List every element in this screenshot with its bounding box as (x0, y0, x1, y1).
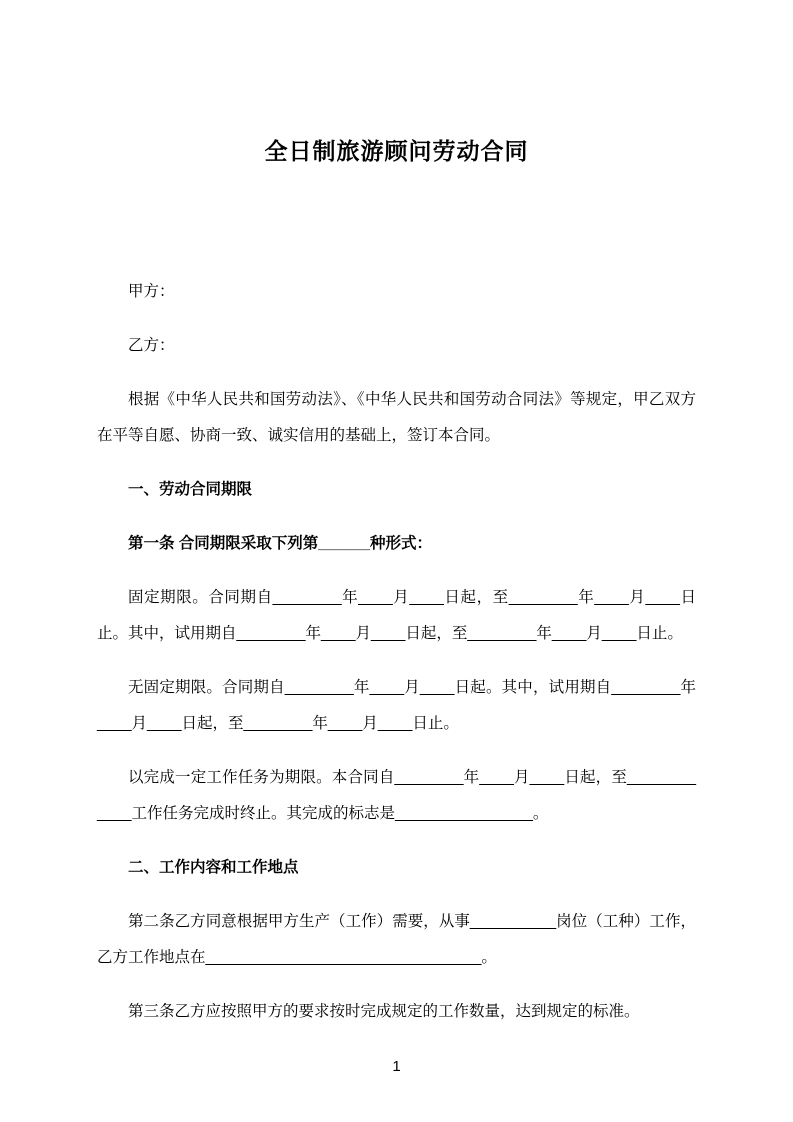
article-3-clause: 第三条乙方应按照甲方的要求按时完成规定的工作数量，达到规定的标准。 (128, 1003, 640, 1020)
task-term-clause: 以完成一定工作任务为期限。本合同自________年____月____日起，至____________工作任务完成时终止。其完成的标志是________________。 (97, 769, 696, 822)
fixed-term-clause: 固定期限。合同期自________年____月____日起，至________年____月____日止。其中，试用期自________年____月____日起，至________年____月____日止。 (97, 589, 696, 642)
party-a-line: 甲方： (128, 283, 175, 300)
section-2-heading: 二、工作内容和工作地点 (128, 859, 299, 876)
article-1-clause: 第一条 合同期限采取下列第______种形式： (128, 535, 433, 552)
article-2-clause: 第二条乙方同意根据甲方生产（工作）需要，从事__________岗位（工种）工作，乙方工作地点在________________________________。 (97, 913, 696, 966)
party-b-line: 乙方： (128, 337, 175, 354)
document-title: 全日制旅游顾问劳动合同 (264, 138, 529, 164)
page-number: 1 (392, 1058, 401, 1075)
section-1-heading: 一、劳动合同期限 (128, 481, 253, 498)
open-term-clause: 无固定期限。合同期自________年____月____日起。其中，试用期自________年____月____日起，至________年____月____日止。 (97, 679, 696, 732)
preamble-paragraph: 根据《中华人民共和国劳动法》、《中华人民共和国劳动合同法》等规定，甲乙双方在平等自愿、协商一致、诚实信用的基础上，签订本合同。 (97, 391, 696, 444)
